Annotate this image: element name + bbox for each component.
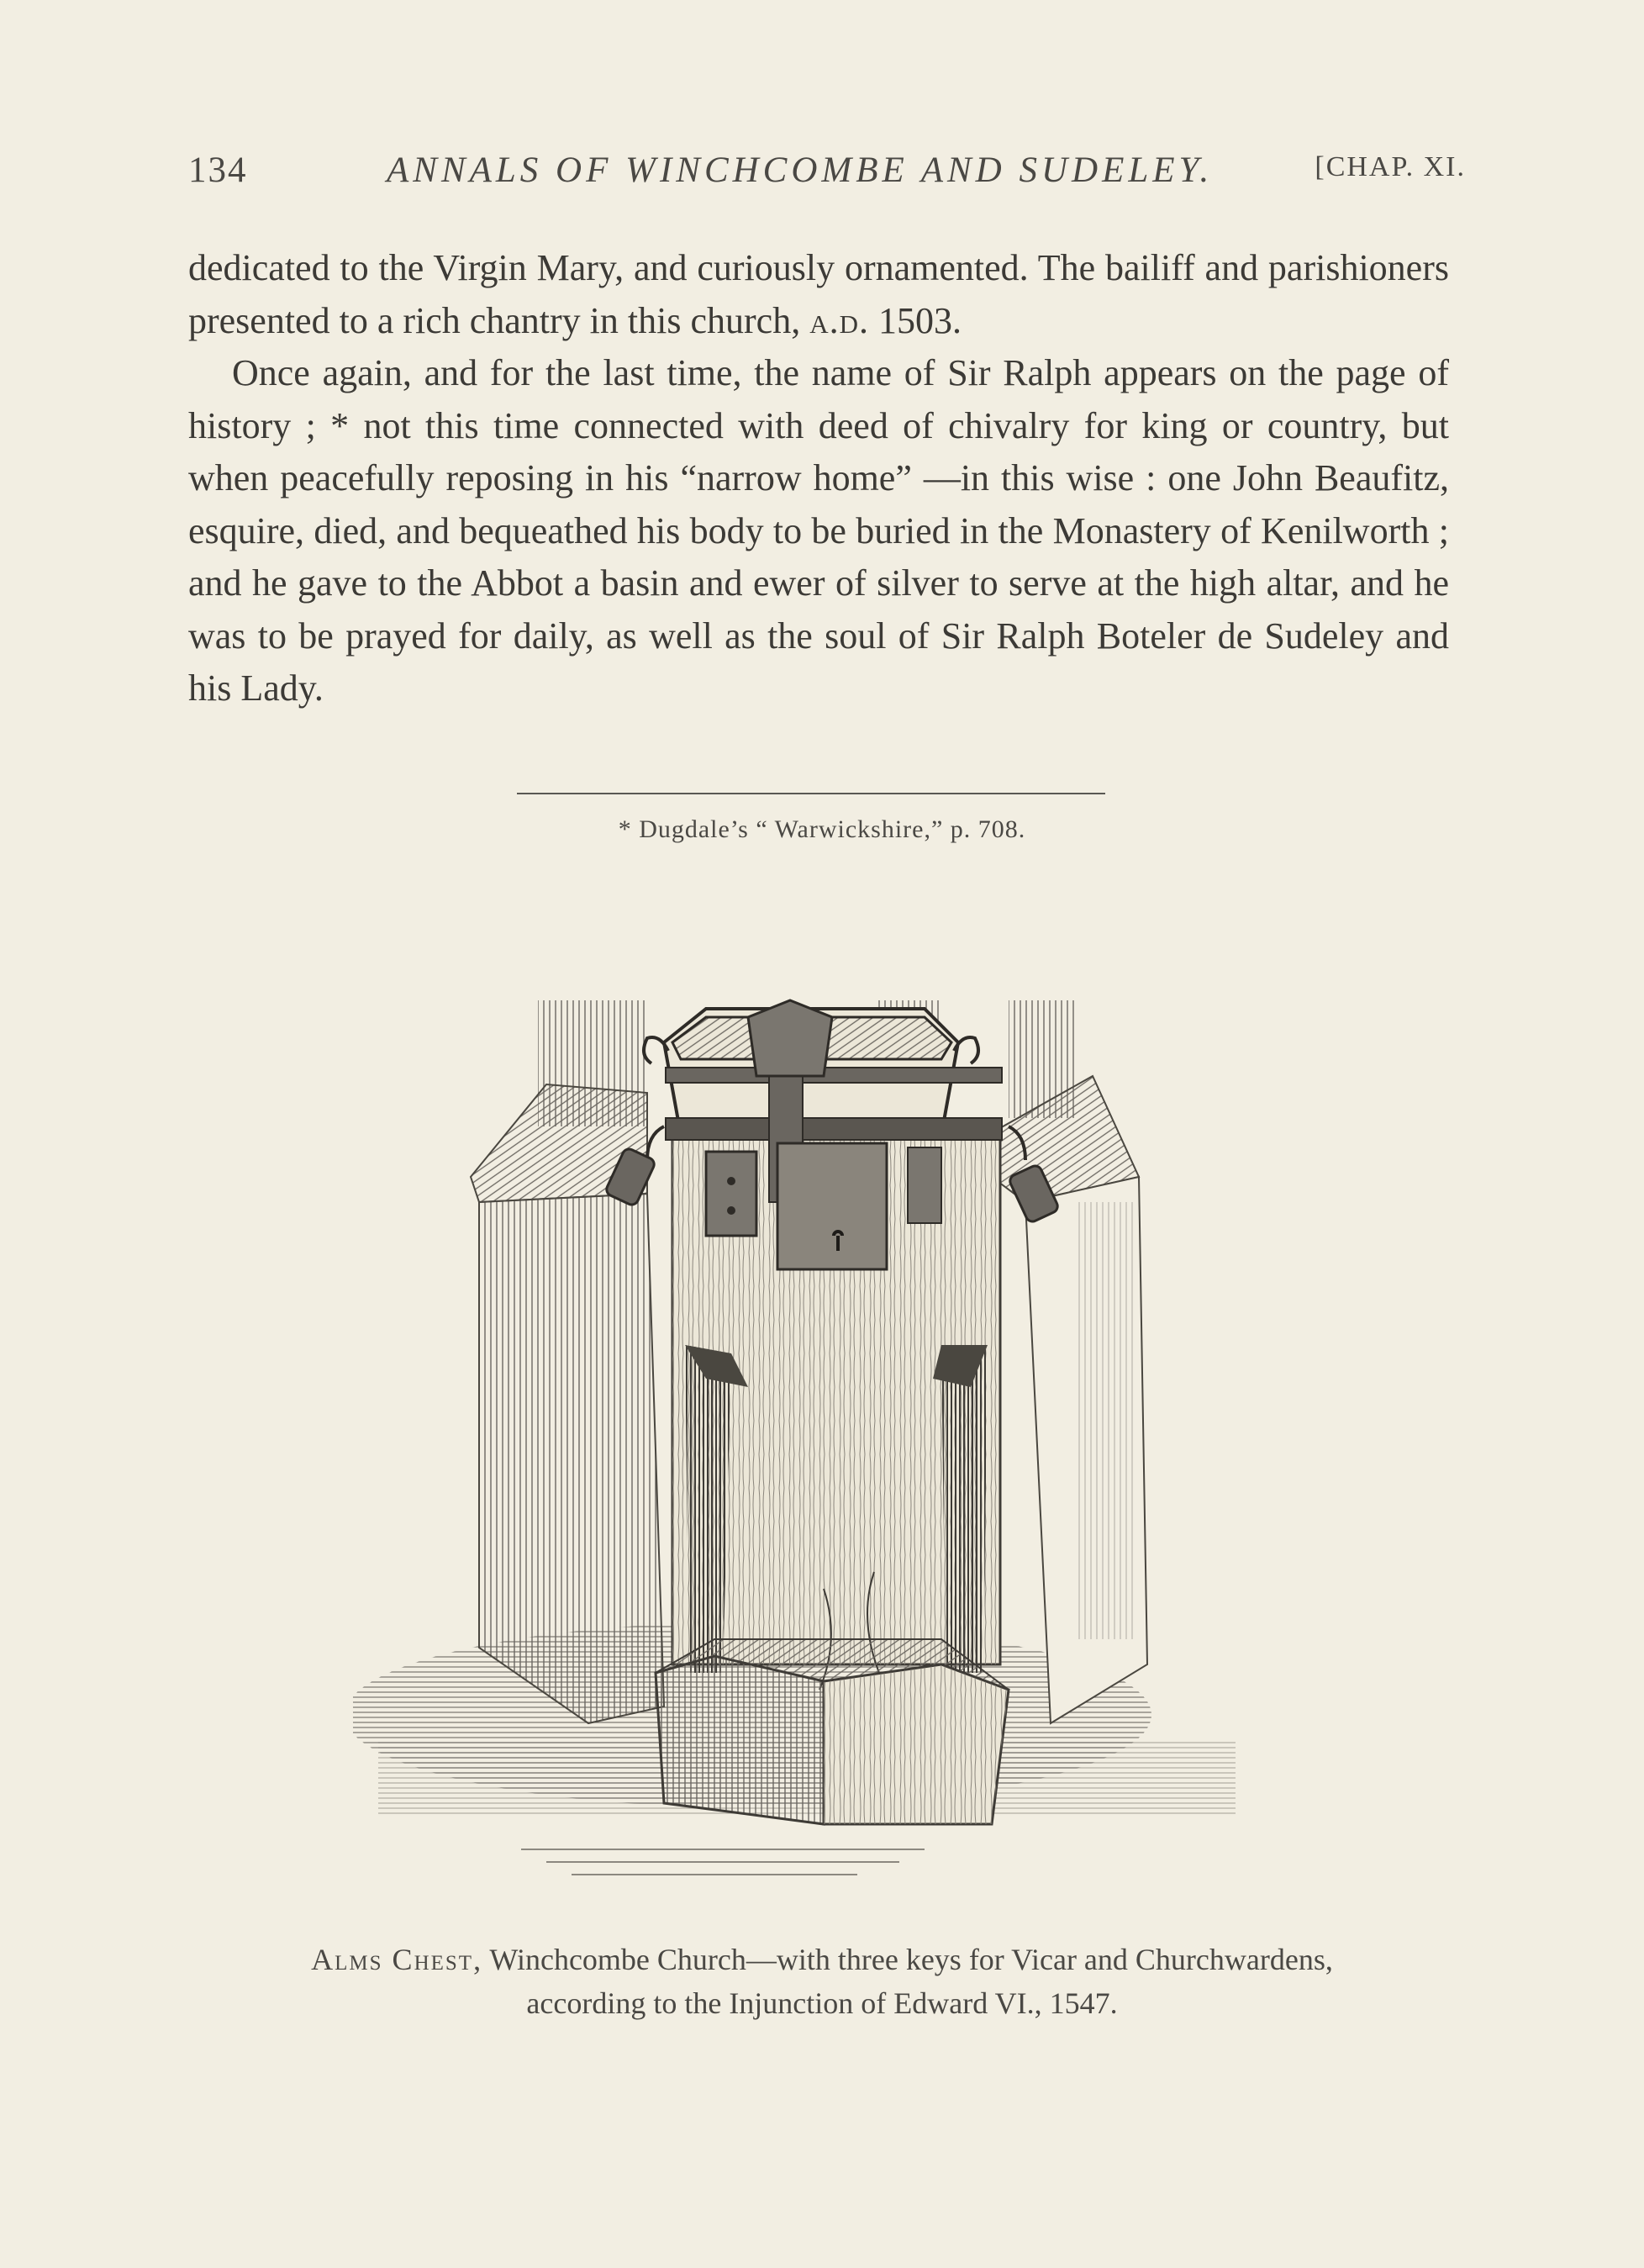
chapter-marker: [CHAP. XI. — [1315, 151, 1466, 182]
alms-chest-engraving — [353, 984, 1261, 1908]
caption-line-1 — [168, 1938, 1476, 1981]
caption-line-2: according to the Injunction of Edward VI., 1547. — [526, 1986, 1118, 2020]
footnote: * Dugdale’s “ Warwickshire,” p. 708. — [618, 815, 1026, 843]
date-abbreviation: a.d. — [809, 299, 869, 341]
caption-lead: Alms Chest, — [311, 1943, 483, 1976]
paragraph-1-year: 1503. — [868, 299, 962, 341]
caption-line-1-text: Winchcombe Church—with three keys for Vicar and Churchwardens, — [482, 1943, 1333, 1976]
chest-base — [656, 1639, 1009, 1824]
figure-caption — [168, 1938, 1476, 2025]
ground-lines — [521, 1849, 925, 1875]
paragraph-2: Once again, and for the last time, the name of Sir Ralph appears on the page of history ; * not this time connected with deed of chivalry for king or country, but when peacefully reposing in his “narrow home” —in this wise : one John Beaufitz, esquire, died, and bequeathed his body to be buried in the Monastery of Kenilworth ; and he gave to the Abbot a basin and ewer of silver to serve at the high altar, and he was to be prayed for daily, as well as the soul of Sir Ralph Boteler de Sudeley and his Lady. — [188, 352, 1449, 709]
page-number: 134 — [188, 150, 248, 190]
body-text — [188, 242, 1449, 715]
running-title: ANNALS OF WINCHCOMBE AND SUDELEY. — [387, 150, 1214, 190]
footnote-rule — [517, 793, 1105, 794]
running-header — [188, 150, 1466, 208]
paragraph-1-text: dedicated to the Virgin Mary, and curiously ornamented. The bailiff and parishioners presented to a rich chantry in this church, — [188, 247, 1449, 341]
paragraph-1 — [188, 242, 1449, 347]
